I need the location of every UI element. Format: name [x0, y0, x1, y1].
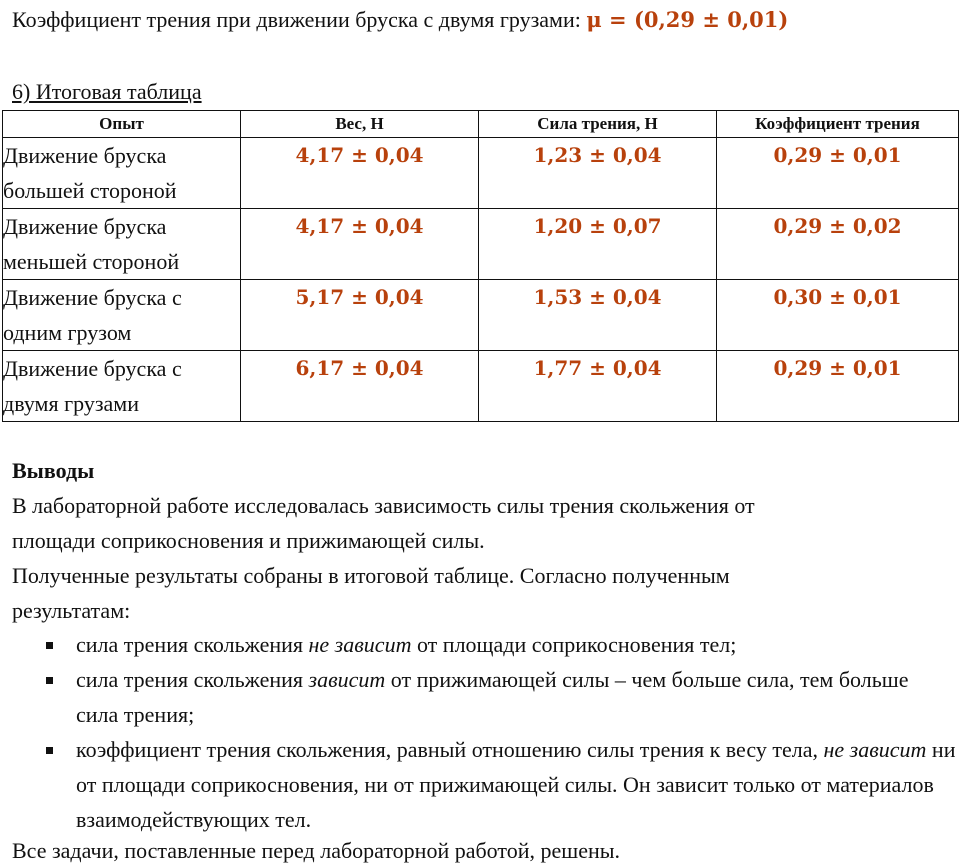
bullet-square-icon [46, 677, 53, 684]
bullet-square-icon [46, 642, 53, 649]
coefficient-formula: μ = (0,29 ± 0,01) [586, 7, 789, 32]
table-header-row [3, 111, 959, 138]
friction-value: 1,77 ± 0,04 [479, 351, 717, 422]
header-friction-force: Сила трения, Н [479, 111, 717, 138]
emphasis-text: не зависит [308, 632, 412, 657]
weight-value: 4,17 ± 0,04 [241, 138, 479, 209]
friction-value: 1,20 ± 0,07 [479, 209, 717, 280]
row-label: Движение бруска с одним грузом [3, 280, 241, 351]
table-subheading: 6) Итоговая таблица [12, 79, 202, 104]
table-row [3, 209, 959, 280]
coefficient-value: 0,29 ± 0,01 [717, 351, 959, 422]
coefficient-value: 0,29 ± 0,01 [717, 138, 959, 209]
header-friction-coefficient: Коэффициент трения [717, 111, 959, 138]
coefficient-value: 0,29 ± 0,02 [717, 209, 959, 280]
emphasis-text: не зависит [823, 737, 927, 762]
conclusion-paragraph-line: Полученные результаты собраны в итоговой таблице. Согласно полученным [12, 563, 730, 588]
list-item: сила трения скольжения зависит от прижимающей силы – чем больше сила, тем больше сила трения; [44, 662, 956, 732]
friction-value: 1,23 ± 0,04 [479, 138, 717, 209]
results-table [2, 110, 959, 422]
header-experiment: Опыт [3, 111, 241, 138]
table-row [3, 280, 959, 351]
row-label: Движение бруска с двумя грузами [3, 351, 241, 422]
weight-value: 4,17 ± 0,04 [241, 209, 479, 280]
row-label: Движение бруска меньшей стороной [3, 209, 241, 280]
row-label: Движение бруска большей стороной [3, 138, 241, 209]
weight-value: 5,17 ± 0,04 [241, 280, 479, 351]
friction-value: 1,53 ± 0,04 [479, 280, 717, 351]
emphasis-text: зависит [308, 667, 386, 692]
table-row [3, 351, 959, 422]
final-statement: Все задачи, поставленные перед лабораторной работой, решены. [12, 838, 621, 863]
weight-value: 6,17 ± 0,04 [241, 351, 479, 422]
list-item: коэффициент трения скольжения, равный отношению силы трения к весу тела, не зависит ни от площади соприкосновения, ни от прижимающей силы. Он зависит только от материалов взаимодействующих тел. [44, 732, 956, 837]
conclusion-bullet-list [44, 627, 956, 837]
conclusion-paragraph-line: площади соприкосновения и прижимающей силы. [12, 528, 485, 553]
conclusions-title: Выводы [12, 458, 95, 483]
table-row [3, 138, 959, 209]
coefficient-value: 0,30 ± 0,01 [717, 280, 959, 351]
bullet-square-icon [46, 747, 53, 754]
conclusion-paragraph-line: результатам: [12, 598, 131, 623]
conclusion-paragraph-line: В лабораторной работе исследовалась зависимость силы трения скольжения от [12, 493, 755, 518]
header-weight: Вес, Н [241, 111, 479, 138]
coefficient-result-line [12, 2, 788, 37]
list-item: сила трения скольжения не зависит от площади соприкосновения тел; [44, 627, 956, 662]
coefficient-result-text: Коэффициент трения при движении бруска с двумя грузами: [12, 7, 581, 32]
